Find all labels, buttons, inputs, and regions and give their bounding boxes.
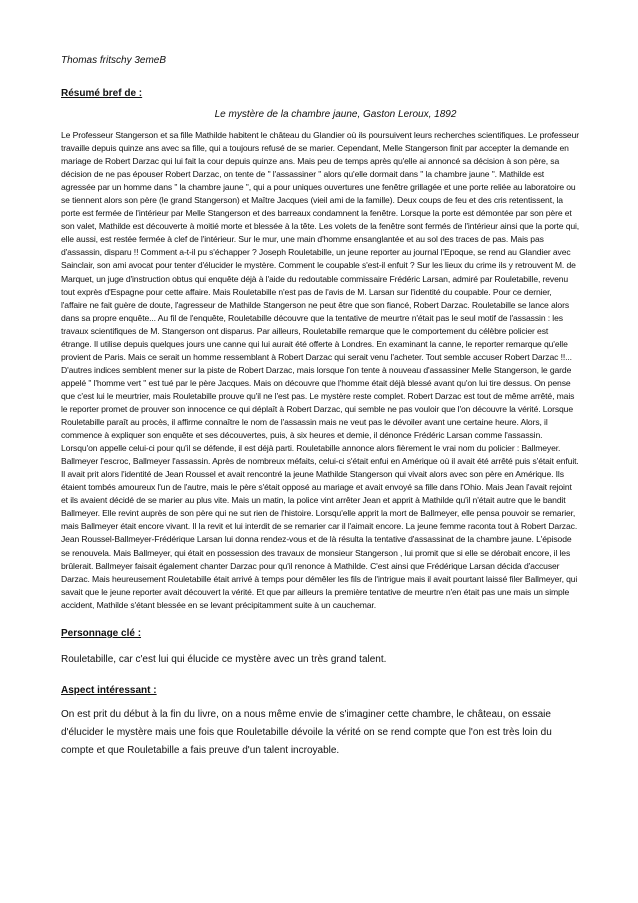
summary-paragraph: Le Professeur Stangerson et sa fille Mathilde habitent le château du Glandier où ils poursuivent leurs recherches scientifiques. Le professeur travaille depuis quinze ans avec sa fille, qui a toujours refusé de se marier. Cependant, Melle Stangerson finit par accepter la demande en mariage de Robert Darzac qui lui fait la cour depuis quinze ans. Mais peu de temps après qu'elle ai annoncé sa décision à son père, sa décision de ne pas épouser Robert Darzac, on tente de " l'assassiner " alors qu'elle dormait dans " la chambre jaune ". Mathilde est agressée par un homme dans " la chambre jaune ", qui a pour uniques ouvertures une fenêtre grillagée et une porte reliée au laboratoire ou se tiennent alors son père (le grand Stangerson) et Maître Jacques (vieil ami de la famille). Deux coups de feu et des cris retentissent, la porte est fermée de l'intérieur par Melle Stangerson et des barreaux condamnent la fenêtre. Lorsque la porte est démontée par son père et son valet, Mathilde est découverte à moitié morte et blessée à la tête. Les volets de la fenêtre sont fermés de l'intérieur ainsi que la porte qui, elle aussi, est restée fermée à clef de l'intérieur. Sur le mur, une main d'homme ensanglantée et au sol des traces de pas. Mais pas d'assassin, disparu !! Comment a-t-il pu s'échapper ? Joseph Rouletabille, un jeune reporter au journal l'Epoque, se rend au Glandier avec Sainclair, son ami avocat pour tenter d'élucider le mystère. Comment le coupable s'est-il enfuit ? Sur les lieux du crime ils y retrouvent M. de Marquet, un juge d'instruction obtus qui enquête déjà à l'aide du redoutable commissaire Frédéric Larsan, admiré par Rouletabille, revenu tout exprès d'Espagne pour cette affaire. Mais Rouletabille n'est pas de l'avis de M. Larsan sur l'identité du coupable. Pour ce dernier, l'affaire ne fait guère de doute, l'agresseur de Mathilde Stangerson ne peut être que son fiancé, Robert Darzac. Rouletabille se lance alors dans sa propre enquête... Au fil de l'enquête, Rouletabille découvre que la tentative de meurtre n'était pas le seul motif de l'assassin : les travaux scientifiques de M. Stangerson ont disparus. Par ailleurs, Rouletabille remarque que le comportement du célèbre policier est étrange. Il utilise depuis quelques jours une canne qui lui aurait été offerte à Londres. En examinant la canne, le reporter remarque qu'elle provient de Paris. Mais ce serait un homme ressemblant à Robert Darzac qui serait venu l'acheter. Tout semble accuser Robert Darzac !!... D'autres indices semblent mener sur la piste de Robert Darzac, mais lorsque l'on tente à nouveau d'assassiner Melle Stangerson, le garde appelé " l'homme vert " est tué par le père Jacques. Mais on découvre que l'homme était déjà blessé avant qu'on lui tire dessus. On pense que c'est lui le meurtrier, mais Rouletabille prouve qu'il ne l'est pas. Le mystère reste complet. Robert Darzac est tout de même arrêté, mais le reporter promet de prouver son innocence ce qui déplaît à Robert Darzac, qui semble ne pas vouloir que l'on découvre la vérité. Lorsque Rouletabille paraît au procès, il affirme connaître le nom de l'assassin mais ne veut pas le dévoiler avant une certaine heure. Alors, il commence à expliquer son enquête et ses découvertes, puis, à six heures et demie, il dénonce Frédéric Larsan comme l'assassin. Lorsqu'on appelle celui-ci pour qu'il se défende, il est déjà parti. Rouletabille annonce alors fièrement le vrai nom du policier : Ballmeyer. Ballmeyer l'escroc, Ballmeyer l'assassin. Après de nombreux méfaits, celui-ci s'était enfui en Amérique où il avait été arrêté puis s'était enfuit. Il avait prit alors l'identité de Jean Roussel et avait rencontré la jeune Mathilde Stangerson qui vivait alors avec son père en Amérique. Ils étaient tombés amoureux l'un de l'autre, mais le père s'était opposé au mariage et avait envoyé sa fille dans l'Ohio. Mais Jean l'avait rejoint et ils avaient décidé de se marier au plus vite. Mais un matin, la police vint arrêter Jean et apprit à Mathilde qu'il n'était autre que le bandit Ballmeyer. Elle revint auprès de son père qui ne sut rien de l'histoire. Lorsqu'elle apprit la mort de Ballmeyer, elle pensa pouvoir se remarier, mais Ballmeyer était encore vivant. Il la revit et lui interdit de se remarier car il l'aimait encore. La jeune femme raconta tout à Robert Darzac. Jean Roussel-Ballmeyer-Frédérique Larsan lui donna rendez-vous et de là résulta la tentative d'assassinat de la chambre jaune. L'épisode se renouvela. Mais Ballmeyer, qui était en possession des travaux de monsieur Stangerson , lui promit que si elle se dérobait encore, il les brûlerait. Ballmeyer faisait également chanter Darzac pour qu'il renonce à Mathilde. C'est ainsi que Frédérique Larsan décida d'accuser Darzac. Mais heureusement Rouletabille était arrivé à temps pour démêler les fils de l'intrigue mais il avait pourtant laissé filer Ballmeyer, qui savait que le jeune reporter avait découvert la vérité. Et que par ailleurs la première tentative de meurtre n'en était pas une mais un simple accident, Mathilde s'étant blessée en se levant précipitamment suite à un cauchemar. [61,130,580,610]
summary-heading: Résumé bref de : [61,88,143,99]
interest-paragraph: On est prit du début à la fin du livre, on a nous même envie de s'imaginer cette chambre, le château, on essaie d'élucider le mystère mais une fois que Rouletabille dévoile la vérité on se rend compte que l'on est très loin du compte et que Rouletabille a fais preuve d'un talent incroyable. [61,708,552,756]
character-heading: Personnage clé : [61,627,142,639]
book-title: Le mystère de la chambre jaune, Gaston Leroux, 1892 [214,109,457,120]
author-line: Thomas fritschy 3emeB [61,55,167,66]
character-paragraph: Rouletabille, car c'est lui qui élucide ce mystère avec un très grand talent. [61,653,387,665]
interest-heading: Aspect intéressant : [61,684,157,696]
